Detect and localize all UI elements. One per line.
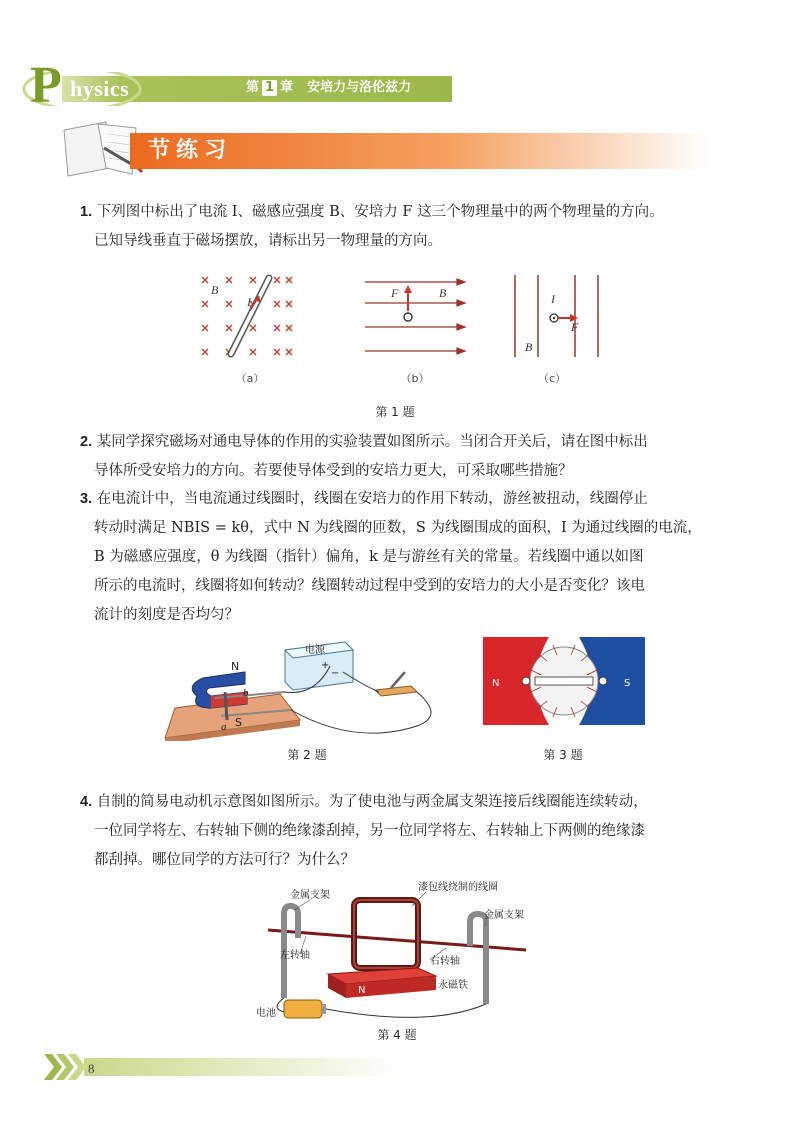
question-3-number: 3. [80,491,93,507]
power-supply-label: 电源 [305,645,325,656]
field-x-mark [250,349,256,355]
wire-cross-section [404,313,412,321]
chapter-number: 1 [262,80,277,96]
field-x-mark [250,325,256,331]
fig2-label-a: a [221,721,227,733]
question-1-line-1: 下列图中标出了电流 I、磁感应强度 B、安培力 F 这三个物理量中的两个物理量的方向。 [96,204,664,220]
fig4-label-N: N [358,985,366,996]
section-title: 节练习 [148,138,233,163]
fig1-sub-b: （b） [400,372,430,385]
chapter-title: 安培力与洛伦兹力 [307,80,412,95]
field-x-mark [226,325,232,331]
terminal-plus: + [321,660,330,671]
fig1-sub-a: （a） [235,372,265,385]
brand-initial: P [30,57,62,114]
question-3-line-1: 在电流计中，当电流通过线圈时，线圈在安培力的作用下转动，游丝被扭动，线圈停止 [96,491,648,507]
field-x-mark [202,325,208,331]
question-3-line-4: 所示的电流时，线圈将如何转动？线圈转动过程中受到的安培力的大小是否变化？该电 [94,578,645,594]
field-x-mark [202,301,208,307]
question-4-line-2: 一位同学将左、右转轴下侧的绝缘漆刮掉，另一位同学将左、右转轴上下两侧的绝缘漆 [94,823,645,839]
fig3-label-S: S [624,678,631,689]
field-x-mark [286,349,292,355]
terminal-minus: − [331,668,340,679]
question-2-number: 2. [80,434,93,450]
field-x-mark [202,277,208,283]
field-x-mark [286,301,292,307]
question-3-line-5: 流计的刻度是否均匀？ [94,607,239,623]
field-x-mark [274,277,280,283]
figure-3 [483,637,645,725]
field-x-mark [286,277,292,283]
figure-2 [155,636,455,741]
footer-chevrons [44,1054,404,1080]
field-x-mark [226,301,232,307]
question-4-line-3: 都刮掉。哪位同学的方法可行？为什么？ [94,852,355,868]
question-4-number: 4. [80,794,93,810]
fig1a-label-I: I [247,295,251,309]
fig4-label-coil: 漆包线绕制的线圈 [418,882,498,893]
figure-3-caption: 第 3 题 [543,748,583,762]
chapter-prefix: 第 [246,80,260,95]
question-3-line-3: B 为磁感应强度，θ 为线圈（指针）偏角，k 是与游丝有关的常量。若线圈中通以如图 [94,549,644,565]
fig1a-label-B: B [211,283,219,297]
fig1b-label-F: F [391,286,399,300]
page-number: 8 [88,1061,95,1076]
enameled-coil [354,900,418,968]
figure-1b [365,275,475,365]
brand-name: hysics [70,76,130,101]
field-x-mark [274,325,280,331]
coil-pointer [535,677,593,685]
fig4-label-magnet: 永磁铁 [438,980,468,991]
knife-switch [375,686,417,696]
question-4 [80,788,720,875]
metal-bracket-right [470,914,486,1004]
figure-1c [505,275,605,365]
question-4-line-1: 自制的简易电动机示意图如图所示。为了使电池与两金属支架连接后线圈能连续转动， [96,794,648,810]
fig2-label-N: N [231,660,240,673]
conductor-rod [225,692,227,720]
fig4-label-bracket-right: 金属支架 [484,910,524,921]
fig1-sub-c: （c） [537,372,567,385]
figure-2-caption: 第 2 题 [287,748,327,762]
field-x-mark [286,325,292,331]
figure-1a [195,270,305,370]
figure-4 [250,878,540,1028]
conductor-rod [231,278,269,354]
battery [284,1000,322,1018]
fig4-label-battery: 电池 [256,1008,276,1019]
field-x-mark [226,277,232,283]
fig3-label-N: N [492,678,500,689]
fig4-label-left-axle: 左转轴 [280,950,310,961]
question-1-number: 1. [80,204,93,220]
fig1c-label-I: I [551,292,555,306]
field-x-mark [274,301,280,307]
fig1b-label-B: B [439,286,447,300]
field-x-mark [250,277,256,283]
fig1c-label-F: F [571,320,579,334]
chapter-suffix: 章 [280,80,294,95]
question-3-line-2: 转动时满足 NBIS = kθ，式中 N 为线圈的匝数，S 为线圈围成的面积，I 为通过线圈的电流， [94,520,702,536]
fig2-label-b: b [243,687,249,699]
question-2-line-2: 导体所受安培力的方向。若要使导体受到的安培力更大，可采取哪些措施？ [94,463,573,479]
fig2-label-S: S [235,716,242,729]
chapter-heading [246,80,411,96]
fig4-label-bracket-left: 金属支架 [290,890,330,901]
field-x-mark [202,349,208,355]
question-1-line-2: 已知导线垂直于磁场摆放，请标出另一物理量的方向。 [94,233,442,249]
question-3 [80,485,720,630]
figure-1-caption: 第 1 题 [375,405,415,419]
question-2 [80,428,720,486]
field-lines-right [365,279,465,354]
field-x-mark [274,349,280,355]
figure-4-caption: 第 4 题 [377,1028,417,1042]
fig4-label-right-axle: 右转轴 [430,956,460,967]
fig1c-label-B: B [525,340,533,354]
question-2-line-1: 某同学探究磁场对通电导体的作用的实验装置如图所示。当闭合开关后，请在图中标出 [96,434,648,450]
question-1 [80,198,720,256]
